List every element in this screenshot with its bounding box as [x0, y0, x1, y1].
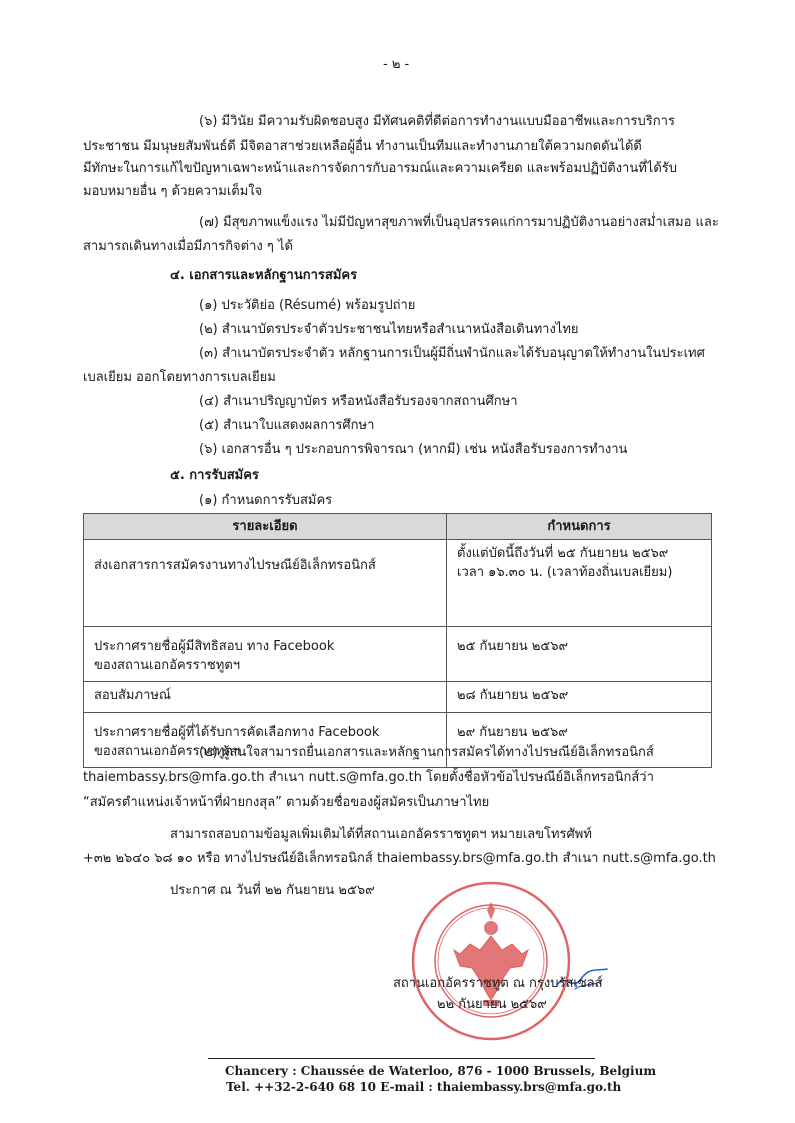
footer-divider: [208, 1058, 595, 1059]
table-cell-detail: [84, 627, 447, 682]
table-row: [84, 627, 712, 682]
footer-address: Chancery : Chaussée de Waterloo, 876 - 1000 Brussels, Belgium: [225, 1064, 657, 1078]
section-4-item-6: (๖) เอกสารอื่น ๆ ประกอบการพิจารณา (หากมี) เช่น หนังสือรับรองการทำงาน: [199, 442, 628, 457]
qual-6-line4: มอบหมายอื่น ๆ ด้วยความเต็มใจ: [83, 184, 263, 199]
section-4-item-2: (๒) สำเนาบัตรประจำตัวประชาชนไทยหรือสำเนาหนังสือเดินทางไทย: [199, 322, 579, 337]
table-row: [84, 540, 712, 627]
qual-7-line1: (๗) มีสุขภาพแข็งแรง ไม่มีปัญหาสุขภาพที่เป็นอุปสรรคแก่การมาปฏิบัติงานอย่างสม่ำเสมอ และ: [199, 215, 719, 230]
section-4-item-3-line2: เบลเยียม ออกโดยทางการเบลเยียม: [83, 370, 276, 385]
table-cell-detail: [84, 682, 447, 713]
contact-line2: +๓๒ ๒๖๔๐ ๖๘ ๑๐ หรือ ทางไปรษณีย์อิเล็กทรอนิกส์ thaiembassy.brs@mfa.go.th สำเนา nutt.s@mfa.go.th: [83, 851, 716, 866]
table-cell-detail: [84, 540, 447, 627]
cell-text: ประกาศรายชื่อผู้ที่ได้รับการคัดเลือกทาง Facebook: [94, 725, 380, 740]
column-header-date: กำหนดการ: [447, 514, 712, 540]
cell-text: ๒๕ กันยายน ๒๕๖๙: [457, 639, 569, 654]
embassy-seal-icon: [410, 880, 572, 1042]
section-4-item-4: (๔) สำเนาปริญญาบัตร หรือหนังสือรับรองจากสถานศึกษา: [199, 394, 518, 409]
section-4-item-5: (๕) สำเนาใบแสดงผลการศึกษา: [199, 418, 375, 433]
section-4-heading: ๔. เอกสารและหลักฐานการสมัคร: [170, 268, 358, 283]
section-4-item-1: (๑) ประวัติย่อ (Résumé) พร้อมรูปถ่าย: [199, 298, 416, 313]
signature-date: ๒๒ กันยายน ๒๕๖๙: [437, 997, 547, 1012]
page-number: - ๒ -: [383, 57, 410, 72]
table-cell-date: [447, 627, 712, 682]
section-5-sub-1: (๑) กำหนดการรับสมัคร: [199, 493, 333, 508]
cell-text: ของสถานเอกอัครราชทูตฯ: [94, 658, 241, 673]
signature-organization: สถานเอกอัครราชทูต ณ กรุงบรัสเซลส์: [393, 976, 603, 991]
announcement-date: ประกาศ ณ วันที่ ๒๒ กันยายน ๒๕๖๙: [170, 883, 375, 898]
footer-contact: Tel. ++32-2-640 68 10 E-mail : thaiembassy.brs@mfa.go.th: [226, 1080, 622, 1094]
section-5-sub-2-line3: “สมัครตำแหน่งเจ้าหน้าที่ฝ่ายกงสุล” ตามด้วยชื่อของผู้สมัครเป็นภาษาไทย: [83, 795, 490, 810]
table-cell-date: [447, 540, 712, 627]
cell-text: ๒๙ กันยายน ๒๕๖๙: [457, 725, 568, 740]
cell-text: ส่งเอกสารการสมัครงานทางไปรษณีย์อิเล็กทรอนิกส์: [94, 558, 376, 573]
table-cell-date: [447, 682, 712, 713]
cell-text: ตั้งแต่บัดนี้ถึงวันที่ ๒๕ กันยายน ๒๕๖๙: [457, 546, 669, 561]
qual-6-line3: มีทักษะในการแก้ไขปัญหาเฉพาะหน้าและการจัดการกับอารมณ์และความเครียด และพร้อมปฏิบัติงานที่ได้รับ: [83, 161, 678, 176]
cell-text: เวลา ๑๖.๓๐ น. (เวลาท้องถิ่นเบลเยียม): [457, 565, 673, 580]
section-5-sub-2-line1: (๒) ผู้สนใจสามารถยื่นเอกสารและหลักฐานการสมัครได้ทางไปรษณีย์อิเล็กทรอนิกส์: [199, 745, 654, 760]
cell-text: ประกาศรายชื่อผู้มีสิทธิสอบ ทาง Facebook: [94, 639, 335, 654]
column-header-detail: รายละเอียด: [84, 514, 447, 540]
qual-6-line2: ประชาชน มีมนุษยสัมพันธ์ดี มีจิตอาสาช่วยเหลือผู้อื่น ทำงานเป็นทีมและทำงานภายใต้ความกดดันได้ดี: [83, 139, 642, 154]
schedule-header-row: [84, 514, 712, 540]
cell-text: สอบสัมภาษณ์: [94, 688, 171, 703]
schedule-table: [83, 513, 712, 768]
table-row: [84, 682, 712, 713]
contact-line1: สามารถสอบถามข้อมูลเพิ่มเติมได้ที่สถานเอกอัครราชทูตฯ หมายเลขโทรศัพท์: [170, 827, 592, 842]
section-5-sub-2-line2: thaiembassy.brs@mfa.go.th สำเนา nutt.s@mfa.go.th โดยตั้งชื่อหัวข้อไปรษณีย์อิเล็กทรอนิกส์ว่า: [83, 770, 654, 785]
section-5-heading: ๕. การรับสมัคร: [170, 468, 259, 483]
cell-text: ของสถานเอกอัครราชทูตฯ: [94, 744, 241, 759]
qual-7-line2: สามารถเดินทางเมื่อมีภารกิจต่าง ๆ ได้: [83, 239, 293, 254]
qual-6-line1: (๖) มีวินัย มีความรับผิดชอบสูง มีทัศนคติที่ดีต่อการทำงานแบบมืออาชีพและการบริการ: [199, 114, 675, 129]
section-4-item-3-line1: (๓) สำเนาบัตรประจำตัว หลักฐานการเป็นผู้มีถิ่นพำนักและได้รับอนุญาตให้ทำงานในประเทศ: [199, 346, 705, 361]
cell-text: ๒๘ กันยายน ๒๕๖๙: [457, 688, 569, 703]
